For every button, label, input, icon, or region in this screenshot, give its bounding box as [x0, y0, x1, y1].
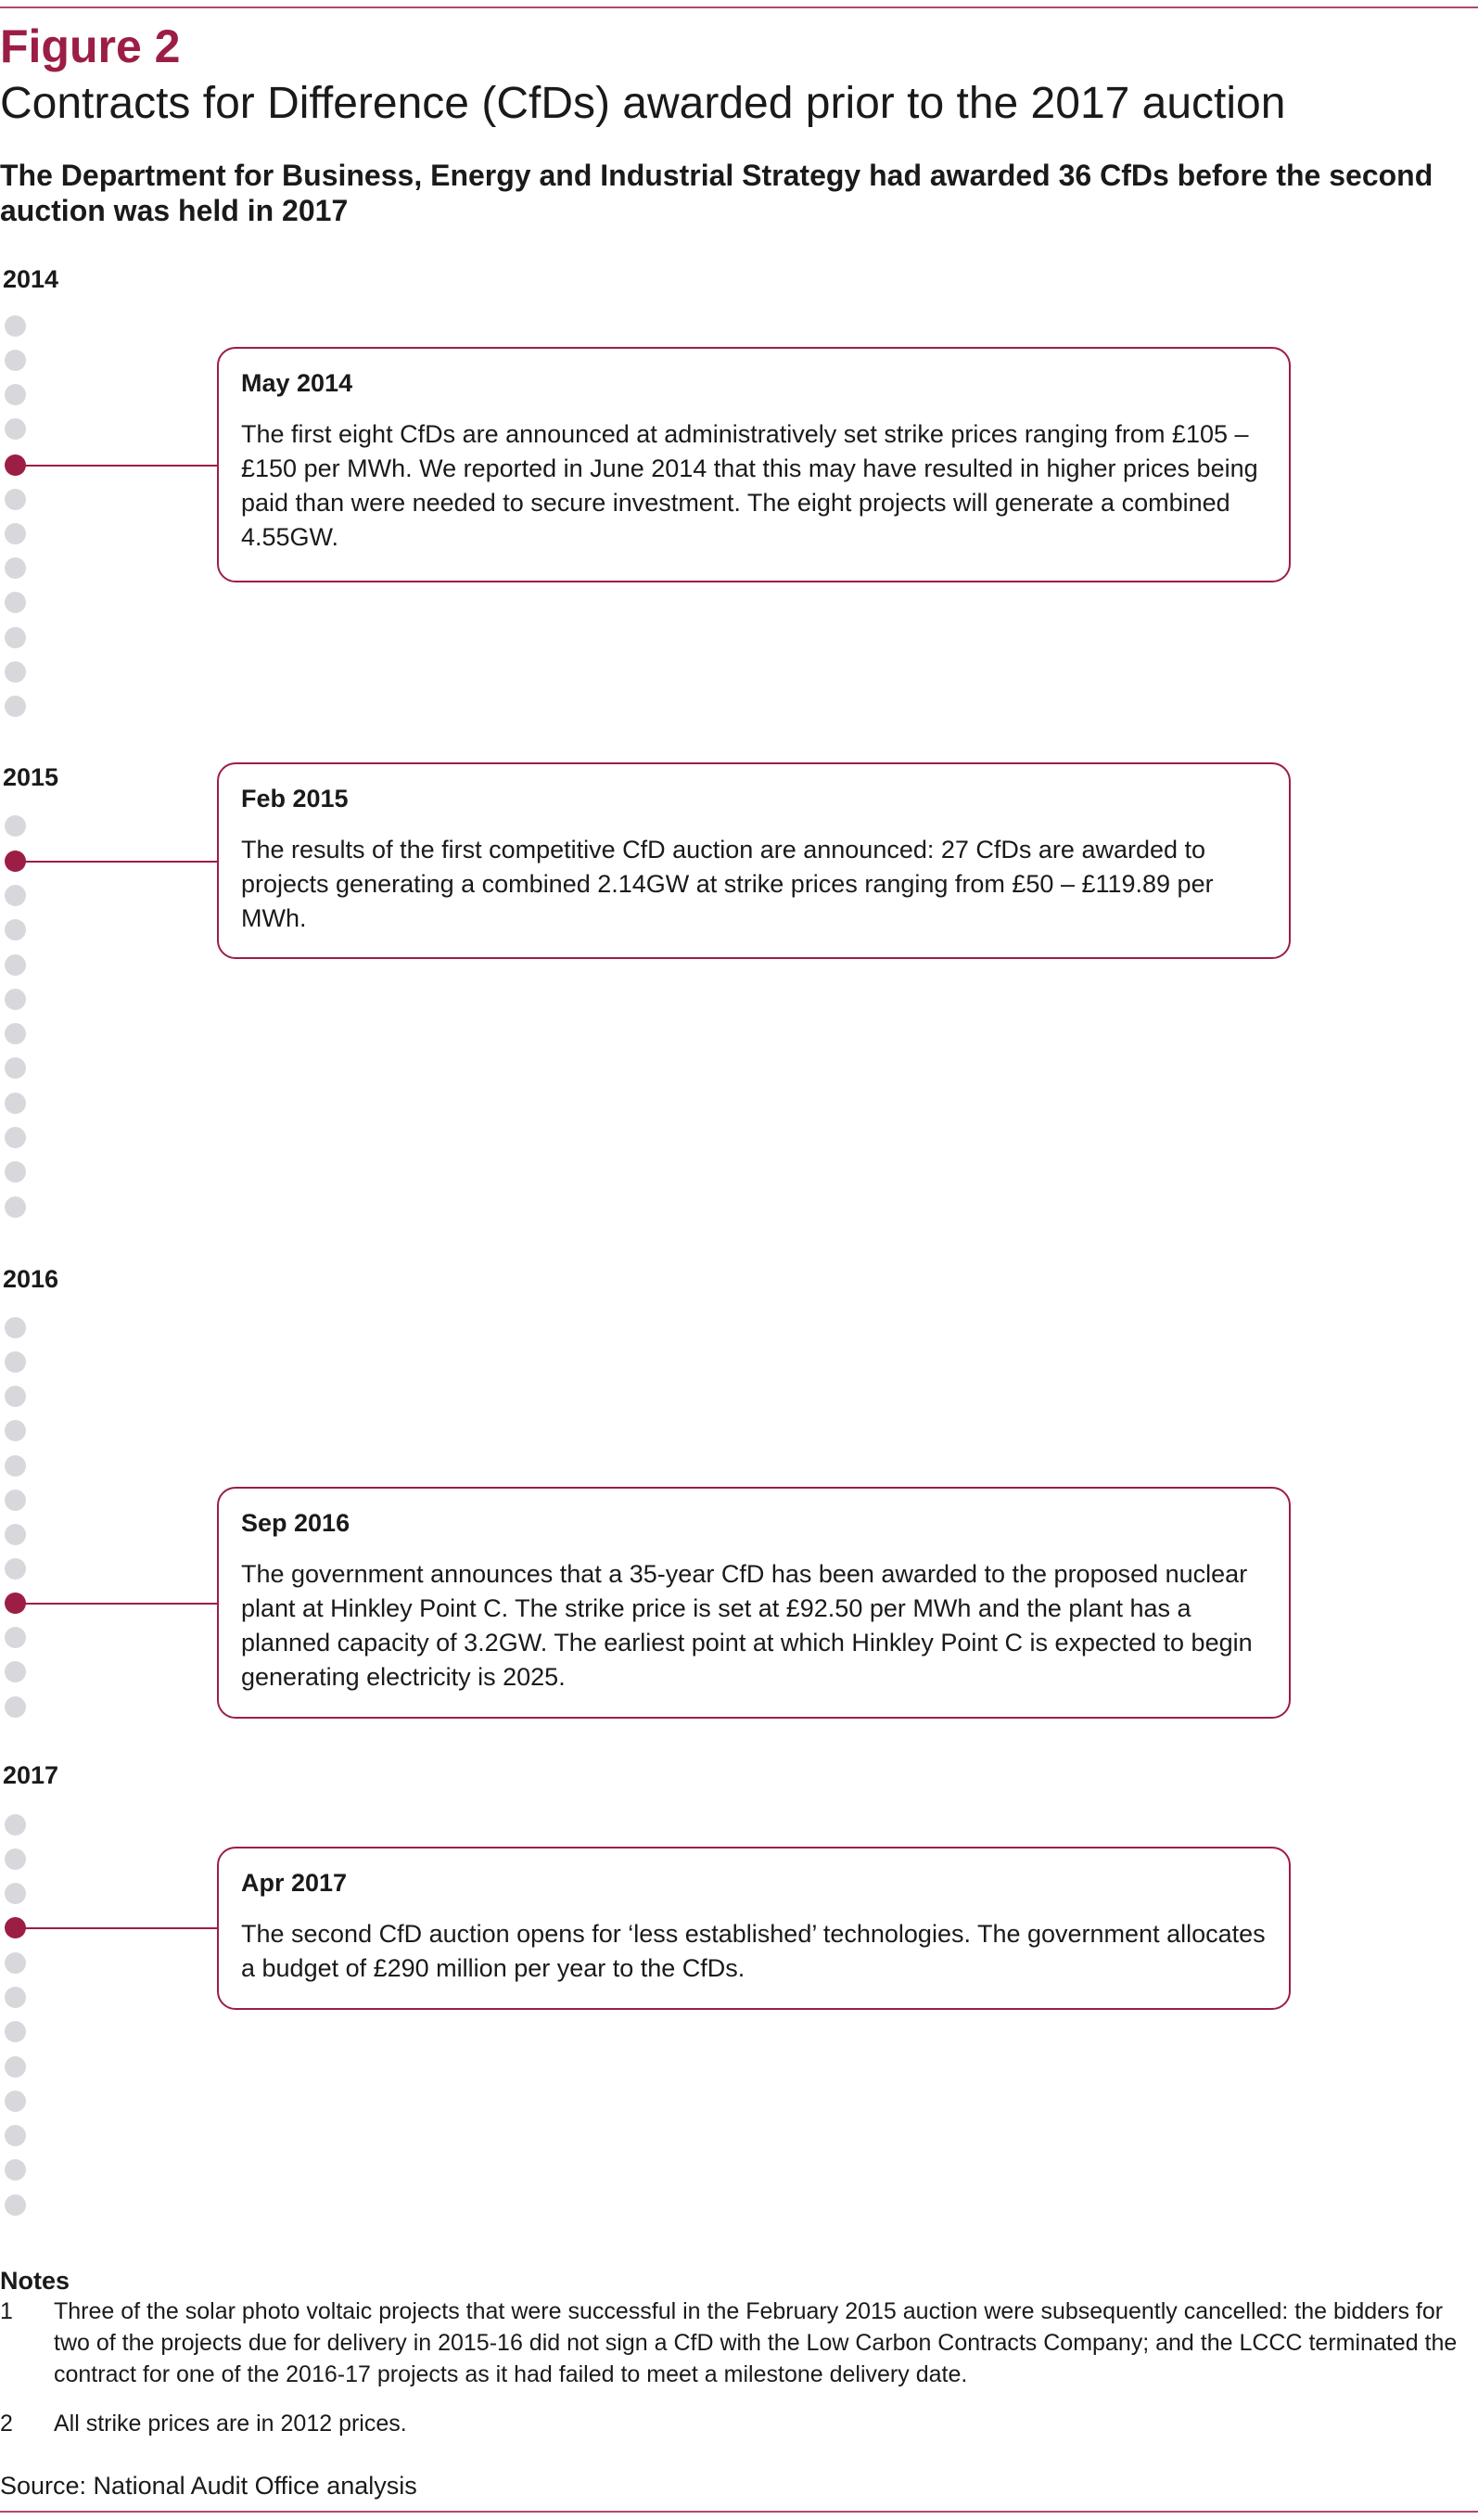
- event-card-feb-2015: [217, 762, 1291, 959]
- event-title: Sep 2016: [241, 1509, 350, 1537]
- timeline-dot: [5, 1490, 26, 1511]
- year-label-2014: 2014: [3, 265, 59, 293]
- timeline-dot-active-sep-2016: [5, 1593, 26, 1614]
- event-title: Feb 2015: [241, 785, 349, 812]
- timeline-dot: [5, 1093, 26, 1114]
- timeline-dot: [5, 627, 26, 648]
- timeline-dot: [5, 523, 26, 544]
- timeline-dot: [5, 1196, 26, 1218]
- timeline-dot: [5, 1057, 26, 1079]
- timeline-dot-active-may-2014: [5, 454, 26, 476]
- timeline-dot: [5, 1558, 26, 1580]
- timeline-dot: [5, 1987, 26, 2008]
- timeline-dot: [5, 1455, 26, 1477]
- timeline-dot: [5, 2159, 26, 2181]
- event-title: May 2014: [241, 369, 353, 397]
- timeline-dot: [5, 1627, 26, 1648]
- source-line: Source: National Audit Office analysis: [0, 2472, 417, 2500]
- timeline-dot: [5, 1524, 26, 1545]
- event-connector-sep-2016: [15, 1603, 219, 1605]
- figure-label: Figure 2: [0, 20, 181, 72]
- event-card-apr-2017: [217, 1847, 1291, 2010]
- event-title: Apr 2017: [241, 1869, 348, 1897]
- timeline-dot-active-feb-2015: [5, 851, 26, 872]
- year-label-2017: 2017: [3, 1761, 59, 1789]
- timeline-dot-active-apr-2017: [5, 1917, 26, 1938]
- event-text: The first eight CfDs are announced at administratively set strike prices ranging from £105 – £150 per MWh. We reported in June 2014 that this may have resulted in higher prices being paid than were needed to secure investment. The eight projects will generate a combined 4.55GW.: [241, 420, 1258, 551]
- note-text: Three of the solar photo voltaic projects that were successful in the February 2015 auction were subsequently cancelled: the bidders for two of the projects due for delivery in 2015-16 did not sign a CfD with the Low Carbon Contracts Company; and the LCCC terminated the contract for one of the 2016-17 projects as it had failed to meet a milestone delivery date.: [54, 2298, 1458, 2387]
- timeline-dot: [5, 1023, 26, 1044]
- timeline-dot: [5, 1420, 26, 1441]
- figure-subtitle: The Department for Business, Energy and Industrial Strategy had awarded 36 CfDs before the second auction was held in 2017: [0, 159, 1433, 227]
- note-text: All strike prices are in 2012 prices.: [54, 2411, 407, 2437]
- timeline-dot: [5, 815, 26, 837]
- event-connector-may-2014: [15, 465, 219, 467]
- timeline-dot: [5, 2056, 26, 2078]
- bottom-rule: [0, 2511, 1478, 2513]
- timeline-dot: [5, 989, 26, 1010]
- timeline-dot: [5, 350, 26, 371]
- note-number: 1: [0, 2298, 13, 2324]
- timeline-dot: [5, 2021, 26, 2042]
- event-text: The government announces that a 35-year CfD has been awarded to the proposed nuclear plant at Hinkley Point C. The strike price is set at £92.50 per MWh and the plant has a planned capacity of 3.2GW. The earliest point at which Hinkley Point C is expected to begin generating electricity is 2025.: [241, 1560, 1253, 1691]
- timeline-dot: [5, 1952, 26, 1974]
- timeline-dot: [5, 661, 26, 683]
- timeline-dot: [5, 2125, 26, 2146]
- note-number: 2: [0, 2411, 13, 2437]
- timeline-dot: [5, 557, 26, 579]
- timeline-dot: [5, 384, 26, 405]
- notes-heading: Notes: [0, 2267, 70, 2295]
- timeline-dot: [5, 1883, 26, 1904]
- timeline-dot: [5, 315, 26, 337]
- timeline-dot: [5, 489, 26, 510]
- timeline-dot: [5, 696, 26, 717]
- timeline-dot: [5, 885, 26, 906]
- figure-title: Contracts for Difference (CfDs) awarded prior to the 2017 auction: [0, 79, 1286, 128]
- timeline-dot: [5, 1814, 26, 1836]
- timeline-dot: [5, 2091, 26, 2112]
- event-card-sep-2016: [217, 1487, 1291, 1719]
- event-card-may-2014: [217, 347, 1291, 582]
- timeline-dot: [5, 418, 26, 440]
- top-rule: [0, 6, 1478, 8]
- timeline-dot: [5, 1161, 26, 1183]
- timeline-dot: [5, 919, 26, 940]
- timeline-dot: [5, 1386, 26, 1407]
- timeline-dot: [5, 2194, 26, 2216]
- timeline-dot: [5, 1317, 26, 1338]
- event-connector-feb-2015: [15, 861, 219, 863]
- year-label-2016: 2016: [3, 1265, 59, 1293]
- timeline-dot: [5, 1696, 26, 1718]
- year-label-2015: 2015: [3, 763, 59, 791]
- event-text: The results of the first competitive CfD auction are announced: 27 CfDs are awarded to projects generating a combined 2.14GW at strike prices ranging from £50 – £119.89 per MWh.: [241, 836, 1214, 932]
- event-text: The second CfD auction opens for ‘less established’ technologies. The government allocates a budget of £290 million per year to the CfDs.: [241, 1920, 1266, 1982]
- timeline-dot: [5, 592, 26, 613]
- timeline-dot: [5, 1127, 26, 1148]
- timeline-dot: [5, 1661, 26, 1682]
- event-connector-apr-2017: [15, 1927, 219, 1929]
- timeline-dot: [5, 954, 26, 976]
- timeline-dot: [5, 1351, 26, 1373]
- timeline-dot: [5, 1848, 26, 1870]
